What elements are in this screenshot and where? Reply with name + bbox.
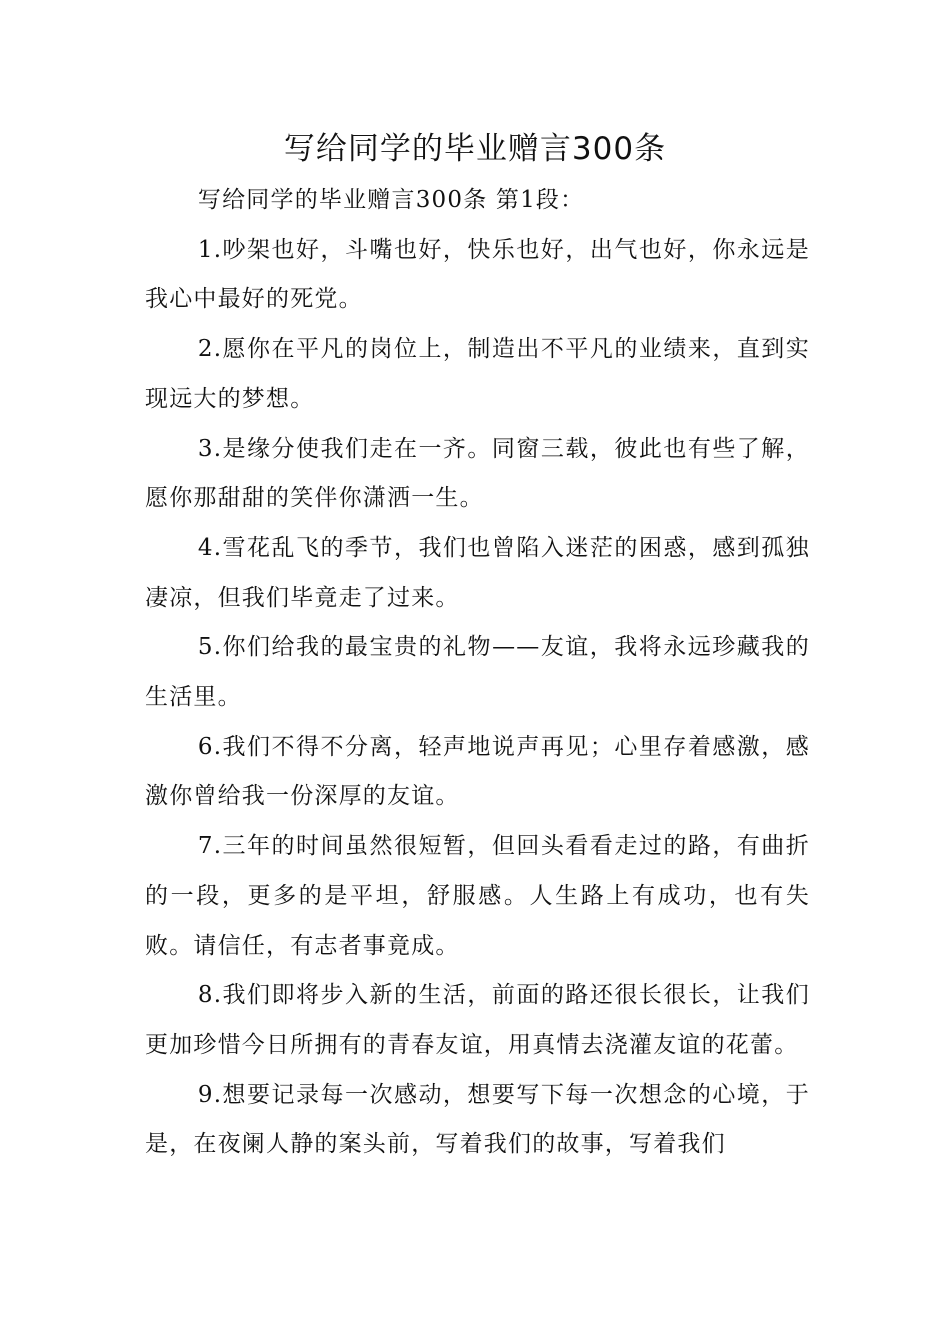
paragraph-8: 8.我们即将步入新的生活，前面的路还很长很长，让我们更加珍惜今日所拥有的青春友谊，用真情去浇灌友谊的花蕾。	[145, 982, 810, 1058]
document-body	[145, 176, 810, 1170]
paragraph-6: 6.我们不得不分离，轻声地说声再见；心里存着感激，感激你曾给我一份深厚的友谊。	[145, 733, 810, 810]
paragraph-9: 9.想要记录每一次感动，想要写下每一次想念的心境，于是，在夜阑人静的案头前，写着我们的故事，写着我们	[145, 1081, 810, 1158]
paragraph-4: 4.雪花乱飞的季节，我们也曾陷入迷茫的困惑，感到孤独凄凉，但我们毕竟走了过来。	[145, 534, 810, 611]
paragraph-1: 1.吵架也好，斗嘴也好，快乐也好，出气也好，你永远是我心中最好的死党。	[145, 236, 810, 313]
paragraph-2: 2.愿你在平凡的岗位上，制造出不平凡的业绩来，直到实现远大的梦想。	[145, 336, 810, 412]
paragraph-7: 7.三年的时间虽然很短暂，但回头看看走过的路，有曲折的一段，更多的是平坦，舒服感。人生路上有成功，也有失败。请信任，有志者事竟成。	[145, 833, 810, 959]
intro-paragraph: 写给同学的毕业赠言300条 第1段：	[197, 187, 585, 213]
paragraph-3: 3.是缘分使我们走在一齐。同窗三载，彼此也有些了解，愿你那甜甜的笑伴你潇洒一生。	[145, 435, 810, 512]
paragraph-5: 5.你们给我的最宝贵的礼物——友谊，我将永远珍藏我的生活里。	[145, 634, 810, 711]
document-title: 写给同学的毕业赠言300条	[283, 131, 667, 167]
